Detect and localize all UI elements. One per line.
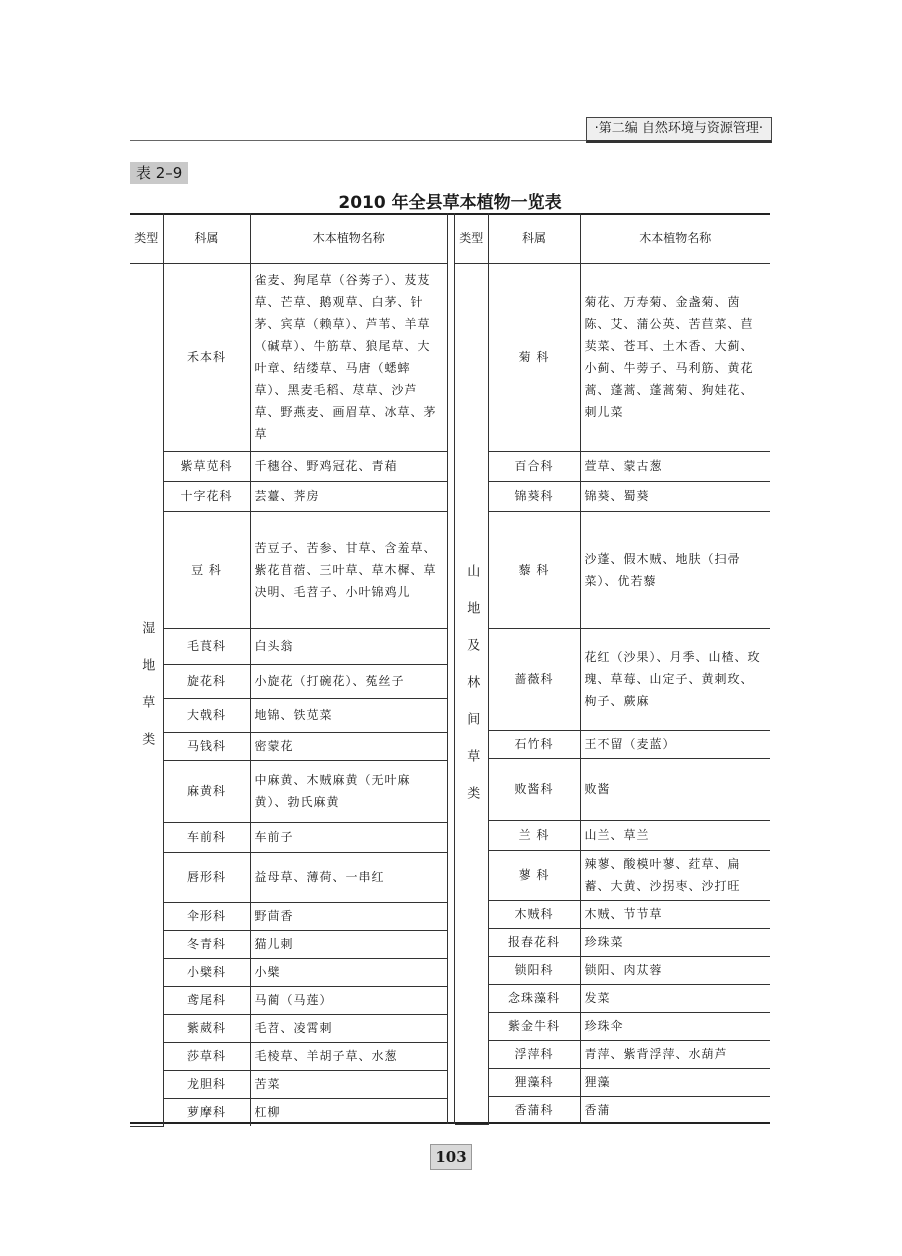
plants-cell: 辣蓼、酸模叶蓼、荭草、扁蓄、大黄、沙拐枣、沙打旺 (580, 850, 770, 900)
table-row (130, 822, 447, 852)
page-number: 103 (430, 1144, 472, 1170)
family-cell: 禾本科 (163, 263, 250, 451)
family-cell: 蓼 科 (488, 850, 580, 900)
table-separator (447, 213, 455, 1124)
plants-cell: 芸薹、荠房 (250, 481, 447, 511)
table-row (455, 1068, 770, 1096)
table-row (130, 451, 447, 481)
left-half (130, 213, 447, 1124)
table-title: 2010 年全县草本植物一览表 (338, 193, 562, 213)
table-row (455, 900, 770, 928)
family-cell: 百合科 (488, 451, 580, 481)
plants-cell: 地锦、铁苋菜 (250, 698, 447, 732)
table-row (455, 928, 770, 956)
table-row (455, 850, 770, 900)
table-row (455, 628, 770, 730)
family-cell: 紫草苋科 (163, 451, 250, 481)
table-row (455, 511, 770, 628)
plants-cell: 苦豆子、苦参、甘草、含羞草、紫花苜蓿、三叶草、草木樨、草决明、毛苕子、小叶锦鸡儿 (250, 511, 447, 628)
column-header-family: 科属 (488, 213, 580, 263)
section-header: ·第二编 自然环境与资源管理· (586, 117, 772, 143)
family-cell: 豆 科 (163, 511, 250, 628)
column-header-type: 类型 (455, 213, 488, 263)
plants-cell: 菊花、万寿菊、金盏菊、茵陈、艾、蒲公英、苦苣菜、苣荬菜、苍耳、土木香、大蓟、小蓟、牛蒡子、马利筋、黄花蒿、蓬蒿、蓬蒿菊、狗娃花、刺儿菜 (580, 263, 770, 451)
plants-cell: 败酱 (580, 758, 770, 820)
plants-cell: 山兰、草兰 (580, 820, 770, 850)
family-cell: 念珠藻科 (488, 984, 580, 1012)
plants-cell: 车前子 (250, 822, 447, 852)
plants-cell: 萱草、蒙古葱 (580, 451, 770, 481)
family-cell: 车前科 (163, 822, 250, 852)
plants-cell: 沙蓬、假木贼、地肤（扫帚菜）、优若藜 (580, 511, 770, 628)
table-row (130, 511, 447, 628)
family-cell: 莎草科 (163, 1042, 250, 1070)
plants-cell: 杠柳 (250, 1098, 447, 1126)
plants-cell: 木贼、节节草 (580, 900, 770, 928)
table-row (130, 481, 447, 511)
table-row (130, 760, 447, 822)
family-cell: 藜 科 (488, 511, 580, 628)
family-cell: 紫金牛科 (488, 1012, 580, 1040)
plants-cell: 小旋花（打碗花）、菟丝子 (250, 664, 447, 698)
family-cell: 兰 科 (488, 820, 580, 850)
plants-cell: 中麻黄、木贼麻黄（无叶麻黄）、勃氏麻黄 (250, 760, 447, 822)
table-row (130, 986, 447, 1014)
column-header-family: 科属 (163, 213, 250, 263)
right-half (455, 213, 770, 1124)
plants-cell: 王不留（麦蓝） (580, 730, 770, 758)
table-row (130, 732, 447, 760)
plants-cell: 苦菜 (250, 1070, 447, 1098)
family-cell: 大戟科 (163, 698, 250, 732)
table-row (130, 1042, 447, 1070)
plants-cell: 花红（沙果）、月季、山楂、玫瑰、草莓、山定子、黄刺玫、枸子、蕨麻 (580, 628, 770, 730)
table-label: 表 2–9 (130, 162, 188, 184)
plants-cell: 珍珠菜 (580, 928, 770, 956)
family-cell: 木贼科 (488, 900, 580, 928)
plants-cell: 锁阳、肉苁蓉 (580, 956, 770, 984)
family-cell: 伞形科 (163, 902, 250, 930)
table-row (130, 628, 447, 664)
table-row (130, 852, 447, 902)
column-header-type: 类型 (130, 213, 163, 263)
table-row (130, 902, 447, 930)
family-cell: 紫葳科 (163, 1014, 250, 1042)
category-cell (130, 263, 163, 1126)
category-label: 湿地草类 (139, 620, 155, 769)
table-row (130, 1014, 447, 1042)
family-cell: 锁阳科 (488, 956, 580, 984)
family-cell: 锦葵科 (488, 481, 580, 511)
family-cell: 蔷薇科 (488, 628, 580, 730)
table-row (455, 956, 770, 984)
family-cell: 小檗科 (163, 958, 250, 986)
plants-cell: 珍珠伞 (580, 1012, 770, 1040)
table-row (130, 664, 447, 698)
family-cell: 报春花科 (488, 928, 580, 956)
family-cell: 狸藻科 (488, 1068, 580, 1096)
plants-cell: 白头翁 (250, 628, 447, 664)
table-row (455, 820, 770, 850)
plants-cell: 野茴香 (250, 902, 447, 930)
family-cell: 败酱科 (488, 758, 580, 820)
family-cell: 鸢尾科 (163, 986, 250, 1014)
table-row (455, 481, 770, 511)
family-cell: 龙胆科 (163, 1070, 250, 1098)
plants-cell: 发菜 (580, 984, 770, 1012)
table-row (455, 758, 770, 820)
plants-cell: 益母草、薄荷、一串红 (250, 852, 447, 902)
category-cell (455, 263, 488, 1124)
table-row (130, 958, 447, 986)
family-cell: 唇形科 (163, 852, 250, 902)
family-cell: 浮萍科 (488, 1040, 580, 1068)
family-cell: 冬青科 (163, 930, 250, 958)
family-cell: 麻黄科 (163, 760, 250, 822)
plants-cell: 马蔺（马莲） (250, 986, 447, 1014)
plants-cell: 锦葵、蜀葵 (580, 481, 770, 511)
plants-cell: 密蒙花 (250, 732, 447, 760)
table-row (455, 263, 770, 451)
table-row (130, 698, 447, 732)
table-row (455, 1096, 770, 1124)
family-cell: 菊 科 (488, 263, 580, 451)
plants-cell: 毛苕、凌霄刺 (250, 1014, 447, 1042)
table-row (455, 1012, 770, 1040)
plants-cell: 小檗 (250, 958, 447, 986)
category-label: 山地及林间草类 (464, 564, 480, 823)
table-row (130, 1098, 447, 1126)
family-cell: 萝摩科 (163, 1098, 250, 1126)
table-row (130, 930, 447, 958)
column-header-plants: 木本植物名称 (580, 213, 770, 263)
family-cell: 十字花科 (163, 481, 250, 511)
table-row (455, 984, 770, 1012)
plants-cell: 千穗谷、野鸡冠花、青葙 (250, 451, 447, 481)
plants-cell: 毛棱草、羊胡子草、水葱 (250, 1042, 447, 1070)
plant-table (130, 213, 770, 1124)
table-row (455, 730, 770, 758)
table-row (455, 1040, 770, 1068)
plants-cell: 香蒲 (580, 1096, 770, 1124)
family-cell: 石竹科 (488, 730, 580, 758)
family-cell: 毛茛科 (163, 628, 250, 664)
plants-cell: 青萍、紫背浮萍、水葫芦 (580, 1040, 770, 1068)
plants-cell: 雀麦、狗尾草（谷莠子）、芨芨草、芒草、鹅观草、白茅、针茅、宾草（赖草）、芦苇、羊草（碱草）、牛筋草、狼尾草、大叶章、结缕草、马唐（蟋蟀草）、黑麦毛稻、荩草、沙芦草、野燕麦、画眉草、冰草、茅草 (250, 263, 447, 451)
family-cell: 马钱科 (163, 732, 250, 760)
family-cell: 旋花科 (163, 664, 250, 698)
table-row (455, 451, 770, 481)
table-row (130, 1070, 447, 1098)
family-cell: 香蒲科 (488, 1096, 580, 1124)
plants-cell: 猫儿刺 (250, 930, 447, 958)
table-row (130, 263, 447, 451)
column-header-plants: 木本植物名称 (250, 213, 447, 263)
plants-cell: 狸藻 (580, 1068, 770, 1096)
